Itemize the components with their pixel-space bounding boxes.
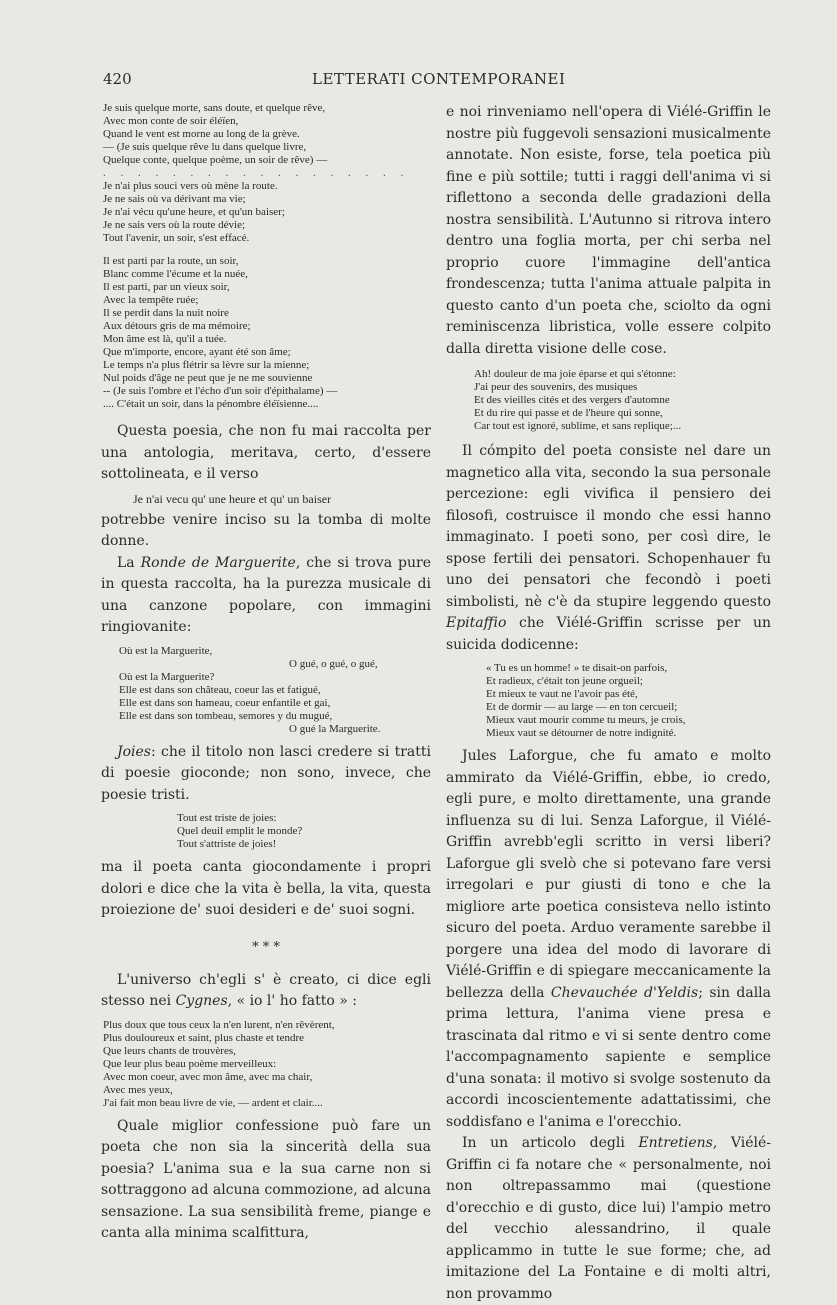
verse-line: Et mieux te vaut ne l'avoir pas été,: [486, 688, 638, 700]
text-run: Jules Laforgue, che fu amato e molto ammirato da Viélé-Griffin, ebbe, io credo, egli pure, e molto direttamente, una grande influenza su di lui. Senza Laforgue, il Viélé-Griffin avrebb'egli scritto in versi liberi? Laforgue gli svelò che si potevano fare versi irregolari e pur giusti di tono e che la migliore arte poetica consisteva nello istinto sicuro del poeta. Arduo veramente sarebbe il porgere una idea del modo di lavorare di Viélé-Griffin e di spiegare meccanicamente la bellezza della: [446, 748, 771, 1001]
verse-line: Quand le vent est morne au long de la grève.: [103, 128, 300, 140]
verse-line: Et des vieilles cités et des vergers d'automne: [474, 394, 670, 406]
text-run: Il cómpito del poeta consiste nel dare un magnetico alla vita, secondo la sua personale percezione: egli vivifica il pensiero dei filosofi, costruisce il mondo che essi hanno immaginato. I poeti sono, per così dire, le spose fertili dei pensatori. Schopenhauer fu uno dei pensatori che fecondò i poeti simbolisti, nè c'è da stupire leggendo questo: [446, 443, 771, 610]
paragraph: e noi rinveniamo nell'opera di Viélé-Griffin le nostre più fuggevoli sensazioni musicalmente annotate. Non esiste, forse, tela poetica più fine e più sottile; tutti i raggi dell'anima vi si riflettono a seconda delle gradazioni della nostra sensibilità. L'Autunno si ritrova intero dentro una foglia morta, per chi serba nel proprio cuore l'immagine dell'antica frondescenza; tutta l'anima attuale palpita in questo canto d'un poeta che, sciolto da ogni reminiscenza libristica, volle essere colpito dalla diretta visione delle cose.: [446, 104, 771, 357]
verse-line: Avec la tempête ruée;: [103, 294, 199, 306]
verse-line: O gué, o gué, o gué,: [289, 657, 378, 670]
verse-line: Mieux vaut se détourner de notre indignité.: [486, 727, 677, 739]
text-run: ; sin dalla prima lettura, l'anima viene presa e trascinata dal ritmo e vi si sente dentro come l'accompagnamento sapiente e semplice d'una sonata: il motivo si svolge sostenuto da accordi incoscientemente adattatissimi, che soddisfano e l'anima e l'orecchio.: [446, 984, 772, 1130]
verse-line: Je n'ai plus souci vers où mène la route.: [103, 180, 278, 192]
verse-line: Je n'ai vécu qu'une heure, et qu'un baiser;: [103, 206, 285, 218]
text-run: : che il titolo non lasci credere si tratti di poesie gioconde; non sono, invece, che poesie tristi.: [101, 743, 431, 803]
verse-block-3: [119, 645, 431, 736]
verse-line: Le temps n'a plus flétrir sa lèvre sur la mienne;: [103, 359, 310, 371]
paragraph: [101, 742, 431, 807]
verse-line: Il se perdit dans la nuit noire: [103, 307, 229, 319]
verse-line: Quel deuil emplit le monde?: [177, 825, 303, 837]
verse-line: Il est parti, par un vieux soir,: [103, 281, 230, 293]
right-column: [446, 102, 771, 1305]
text-run: La: [117, 554, 141, 571]
verse-line: J'ai fait mon beau livre de vie, — ardent et clair....: [103, 1096, 323, 1109]
verse-line: Plus doux que tous ceux la n'en lurent, n'en rêvèrent,: [103, 1018, 335, 1031]
work-title: Joies: [117, 743, 151, 760]
paragraph: Quale miglior confessione può fare un poeta che non sia la sincerità della sua poesia? L'anima sua e la sua carne non si sottraggono ad alcuna commozione, ad alcuna sensazione. La sua sensibilità freme, piange e canta alla minima scalfittura,: [101, 1117, 431, 1241]
text-run: In un articolo degli: [462, 1135, 639, 1151]
verse-line: O gué la Marguerite.: [289, 722, 381, 735]
paragraph: [101, 553, 431, 639]
text-run: L'universo ch'egli s' è creato, ci dice egli stesso nei: [101, 971, 431, 1009]
verse-line: Elle est dans son château, coeur las et fatigué,: [119, 683, 321, 696]
paragraph: [101, 970, 431, 1013]
work-title: Ronde de Marguerite: [140, 554, 296, 571]
verse-line: Que leurs chants de trouvères,: [103, 1044, 236, 1057]
verse-block-5: [103, 1019, 431, 1110]
verse-line: Et du rire qui passe et de l'heure qui sonne,: [474, 407, 663, 419]
verse-line: Mon âme est là, qu'il a tuée.: [103, 333, 227, 345]
verse-block-2: [103, 255, 431, 411]
verse-line: Elle est dans son tombeau, semores y du mugué,: [119, 709, 333, 722]
verse-line: Que m'importe, encore, ayant été son âme;: [103, 346, 291, 358]
verse-line: Tout s'attriste de joies!: [177, 838, 277, 850]
quoted-verse: Je n'ai vecu qu' une heure et qu' un baiser: [133, 491, 332, 506]
work-title: Entretiens: [638, 1135, 713, 1151]
work-title: Cygnes: [175, 993, 228, 1009]
work-title: Epitaffio: [446, 615, 507, 631]
text-run: , che si trova pure in questa raccolta, ha la purezza musicale di una canzone popolare, con immagini ringiovanite:: [101, 554, 432, 635]
verse-line: Que leur plus beau poème merveilleux:: [103, 1057, 277, 1070]
verse-line: Je ne sais où va dérivant ma vie;: [103, 193, 246, 205]
verse-line: Plus douloureux et saint, plus chaste et tendre: [103, 1031, 305, 1044]
verse-line: Et de dormir — au large — en ton cercueil;: [486, 701, 678, 713]
verse-line: — (Je suis quelque rêve lu dans quelque livre,: [103, 141, 307, 153]
verse-line: Nul poids d'âge ne peut que je ne me souvienne: [103, 372, 313, 384]
verse-line: Avec mon conte de soir éléïen,: [103, 115, 239, 127]
verse-block-7: [486, 662, 771, 740]
verse-line: Il est parti par la route, un soir,: [103, 255, 239, 267]
running-title: LETTERATI CONTEMPORANEI: [312, 70, 566, 88]
work-title: Chevauchée d'Yeldis: [550, 984, 699, 1001]
paragraph: [446, 441, 771, 656]
verse-line: Je ne sais vers où la route dévie;: [103, 219, 246, 231]
verse-line: Elle est dans son hameau, coeur enfantile et gai,: [119, 696, 331, 709]
paragraph: Questa poesia, che non fu mai raccolta per una antologia, meritava, certo, d'essere sottolineata, e il verso: [101, 423, 431, 482]
text-run: , Viélé-Griffin ci fa notare che « personalmente, noi non oltrepassammo mai (questione d'orecchio e di gusto, dice lui) l'ampio metro del vecchio alessandrino, il quale applicammo in tutte le sue forme; che, ad imitazione del La Fontaine e di molti altri, non provammo: [446, 1135, 771, 1302]
verse-line: Car tout est ignoré, sublime, et sans replique;...: [474, 420, 682, 432]
verse-line: Tout l'avenir, un soir, s'est effacé.: [103, 232, 250, 244]
verse-line: Blanc comme l'écume et la nuée,: [103, 268, 248, 280]
verse-line: Avec mes yeux,: [103, 1083, 173, 1096]
verse-line: Où est la Marguerite,: [119, 644, 213, 657]
verse-block-4: [177, 812, 431, 851]
verse-line: Et radieux, c'était ton jeune orgueil;: [486, 675, 643, 687]
page-number: 420: [103, 70, 132, 88]
left-column: [101, 102, 431, 1245]
verse-line: Aux détours gris de ma mémoire;: [103, 320, 251, 332]
verse-line: Quelque conte, quelque poème, un soir de rêve) —: [103, 154, 328, 166]
verse-line: Où est la Marguerite?: [119, 670, 215, 683]
verse-line: Avec mon coeur, avec mon âme, avec ma chair,: [103, 1070, 313, 1083]
section-break: * * *: [252, 939, 280, 955]
verse-line: « Tu es un homme! » te disait-on parfois,: [486, 662, 668, 674]
verse-line: -- (Je suis l'ombre et l'écho d'un soir d'épithalame) —: [103, 385, 338, 397]
paragraph: [446, 1133, 771, 1305]
verse-block-6: [474, 368, 771, 433]
verse-line: J'ai peur des souvenirs, des musiques: [474, 381, 638, 393]
paragraph: [446, 746, 771, 1133]
verse-block-1: [103, 102, 431, 245]
text-run: che Viélé-Griffin scrisse per un suicida dodicenne:: [446, 615, 771, 653]
verse-line: Je suis quelque morte, sans doute, et quelque rêve,: [103, 102, 326, 114]
text-run: , « io l' ho fatto » :: [227, 993, 357, 1009]
verse-line: Tout est triste de joies:: [177, 812, 277, 824]
verse-line: .... C'était un soir, dans la pénombre éléïsienne....: [103, 398, 319, 410]
ellipsis-row: . . . . . . . . . . . . . . . . . .: [103, 167, 410, 179]
paragraph: ma il poeta canta giocondamente i propri dolori e dice che la vita è bella, la vita, questa proiezione de' suoi desideri e de' suoi sogni.: [101, 859, 431, 918]
verse-line: Mieux vaut mourir comme tu meurs, je crois,: [486, 714, 686, 726]
verse-line: Ah! douleur de ma joie éparse et qui s'étonne:: [474, 368, 676, 380]
paragraph: potrebbe venire inciso su la tomba di molte donne.: [101, 511, 431, 549]
